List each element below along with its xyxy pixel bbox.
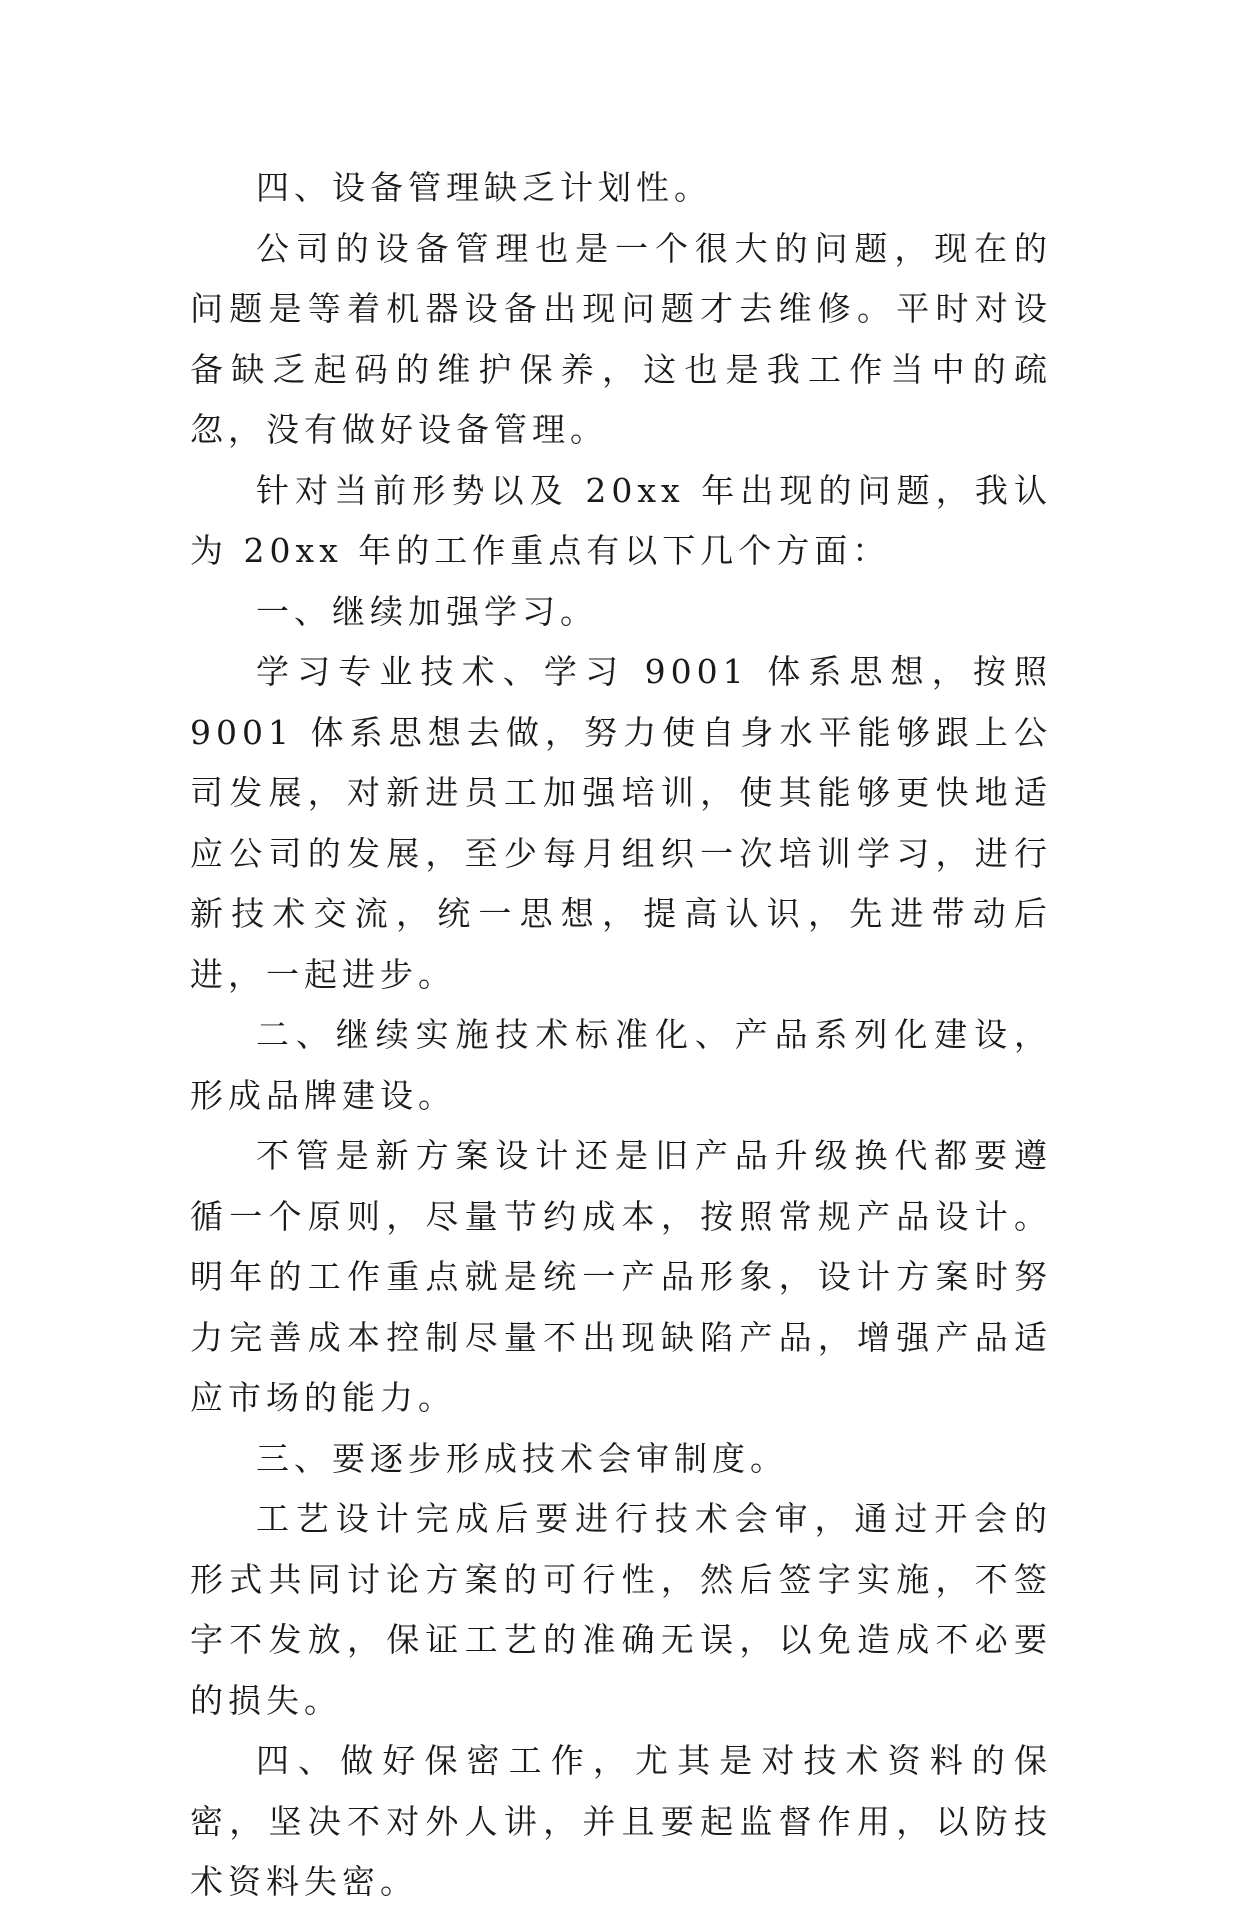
paragraph-learning-training: 学习专业技术、学习 9001 体系思想，按照 9001 体系思想去做，努力使自身水平能够跟上公司发展，对新进员工加强培训，使其能够更快地适应公司的发展，至少每月组织一次培训学习，进行新技术交流，统一思想，提高认识，先进带动后进，一起进步。 — [190, 652, 1052, 994]
paragraph-product-design: 不管是新方案设计还是旧产品升级换代都要遵循一个原则，尽量节约成本，按照常规产品设计。明年的工作重点就是统一产品形象，设计方案时努力完善成本控制尽量不出现缺陷产品，增强产品适应市场的能力。 — [190, 1136, 1052, 1417]
paragraph-confidentiality: 四、做好保密工作，尤其是对技术资料的保密，坚决不对外人讲，并且要起监督作用，以防技术资料失密。 — [190, 1741, 1052, 1901]
paragraph-work-focus-intro: 针对当前形势以及 20xx 年出现的问题，我认为 20xx 年的工作重点有以下几个方面： — [190, 470, 1052, 570]
paragraph-equipment-management: 公司的设备管理也是一个很大的问题，现在的问题是等着机器设备出现问题才去维修。平时对设备缺乏起码的维护保养，这也是我工作当中的疏忽，没有做好设备管理。 — [190, 228, 1052, 449]
section-heading-technical-review: 三、要逐步形成技术会审制度。 — [256, 1438, 788, 1478]
section-heading-continue-learning: 一、继续加强学习。 — [256, 591, 598, 631]
paragraph-technical-review: 工艺设计完成后要进行技术会审，通过开会的形式共同讨论方案的可行性，然后签字实施，不签字不发放，保证工艺的准确无误，以免造成不必要的损失。 — [190, 1499, 1052, 1720]
section-heading-standardization: 二、继续实施技术标准化、产品系列化建设，形成品牌建设。 — [190, 1015, 1052, 1115]
section-heading-equipment-planning: 四、设备管理缺乏计划性。 — [256, 168, 712, 207]
document-body — [190, 158, 1052, 1913]
